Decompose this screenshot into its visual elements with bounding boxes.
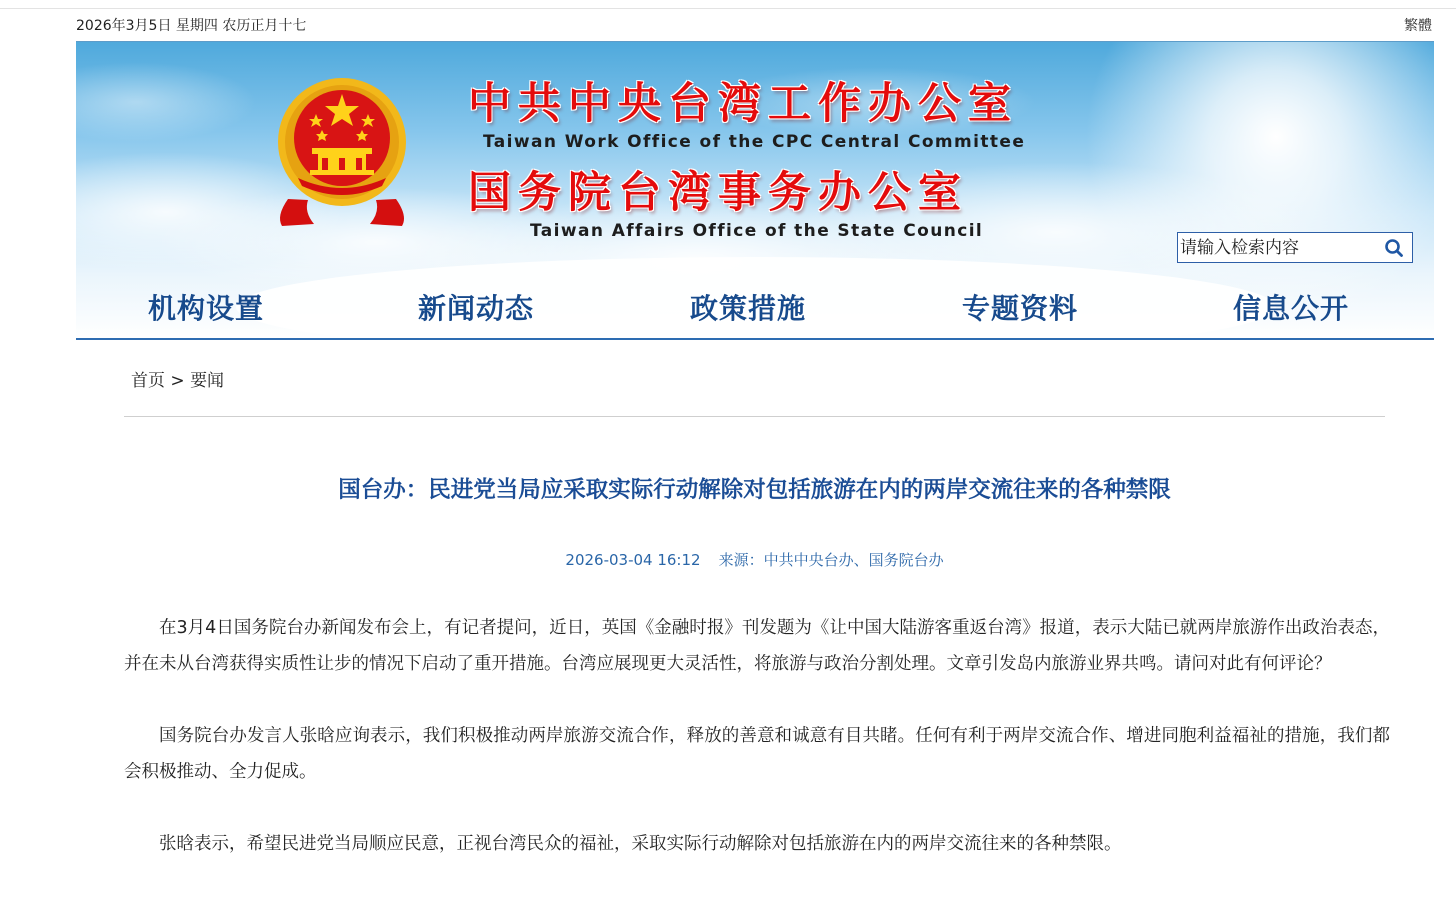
breadcrumb-current-link[interactable]: 要闻 xyxy=(190,371,225,391)
national-emblem-icon xyxy=(274,74,410,234)
article-paragraph: 国务院台办发言人张晗应询表示，我们积极推动两岸旅游交流合作，释放的善意和诚意有目共睹。任何有利于两岸交流合作、增进同胞利益福祉的措施，我们都会积极推动、全力促成。 xyxy=(124,726,1390,782)
current-date: 2026年3月5日 星期四 农历正月十七 xyxy=(76,18,307,34)
nav-divider xyxy=(76,338,1434,340)
office-title-en-primary: Taiwan Work Office of the CPC Central Committee xyxy=(483,132,1026,152)
article-title: 国台办：民进党当局应采取实际行动解除对包括旅游在内的两岸交流往来的各种禁限 xyxy=(338,477,1171,503)
article-paragraph: 在3月4日国务院台办新闻发布会上，有记者提问，近日，英国《金融时报》刊发题为《让中国大陆游客重返台湾》报道，表示大陆已就两岸旅游作出政治表态，并在未从台湾获得实质性让步的情况下启动了重开措施。台湾应展现更大灵活性，将旅游与政治分割处理。文章引发岛内旅游业界共鸣。请问对此有何评论？ xyxy=(124,618,1390,674)
nav-item-organization[interactable]: 机构设置 xyxy=(148,292,265,325)
article-source: 来源：中共中央台办、国务院台办 xyxy=(718,551,944,569)
article-meta xyxy=(124,549,1385,570)
office-title-cn-primary: 中共中央台湾工作办公室 xyxy=(468,79,1018,129)
breadcrumb-divider xyxy=(124,416,1385,417)
nav-item-news[interactable]: 新闻动态 xyxy=(418,292,535,325)
office-title-en-secondary: Taiwan Affairs Office of the State Council xyxy=(530,221,984,241)
breadcrumb xyxy=(131,366,224,391)
top-divider xyxy=(0,8,1456,9)
breadcrumb-home-link[interactable]: 首页 xyxy=(131,371,165,391)
nav-item-policies[interactable]: 政策措施 xyxy=(690,292,807,325)
article-datetime: 2026-03-04 16:12 xyxy=(565,551,701,569)
office-title-cn-secondary: 国务院台湾事务办公室 xyxy=(468,168,968,218)
article-paragraph: 张晗表示，希望民进党当局顺应民意，正视台湾民众的福祉，采取实际行动解除对包括旅游在内的两岸交流往来的各种禁限。 xyxy=(159,834,1122,854)
article-body xyxy=(124,610,1390,898)
search-icon[interactable] xyxy=(1384,238,1404,258)
search-input[interactable] xyxy=(1180,236,1376,259)
nav-item-information-disclosure[interactable]: 信息公开 xyxy=(1233,292,1350,325)
traditional-chinese-link[interactable]: 繁體 xyxy=(1404,18,1432,34)
site-header-banner xyxy=(76,41,1434,340)
nav-item-special-topics[interactable]: 专题资料 xyxy=(962,292,1079,325)
breadcrumb-separator: > xyxy=(170,371,185,391)
site-search xyxy=(1177,232,1413,263)
